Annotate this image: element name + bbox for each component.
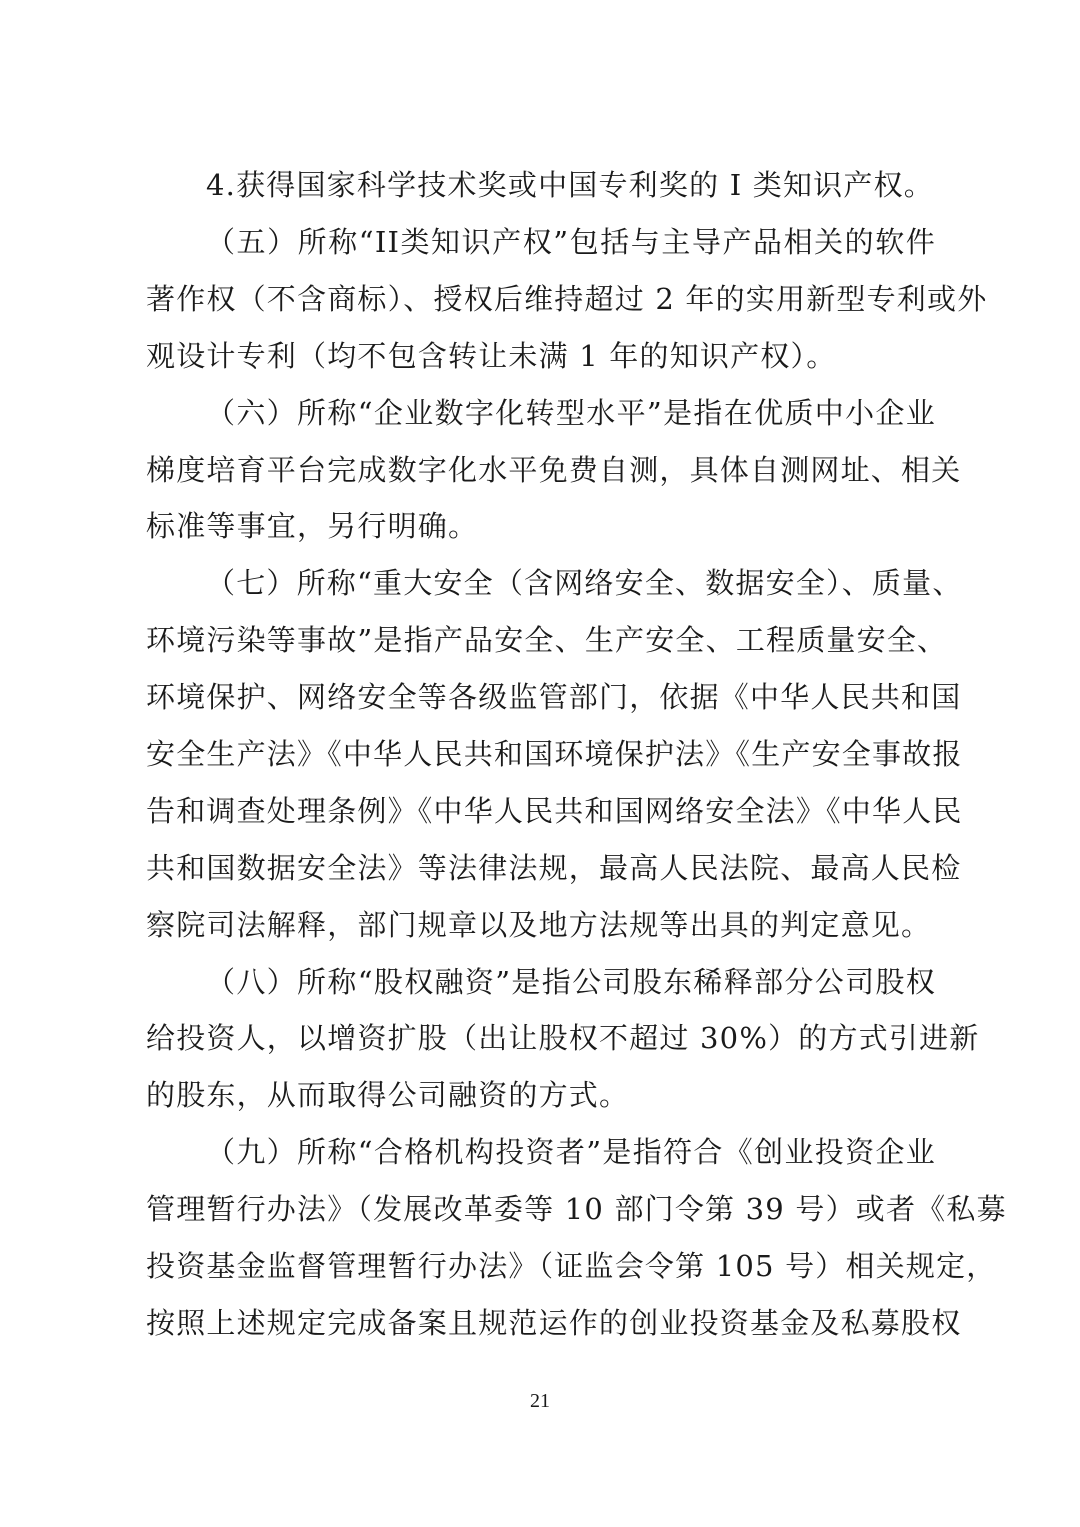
text-line: 观设计专利（均不包含转让未满 1 年的知识产权）。 — [146, 339, 837, 373]
text-line: 的股东，从而取得公司融资的方式。 — [146, 1078, 630, 1112]
text-line: 给投资人，以增资扩股（出让股权不超过 30%）的方式引进新 — [146, 1021, 980, 1055]
text-line: （八）所称“股权融资”是指公司股东稀释部分公司股权 — [206, 965, 936, 999]
text-line: （五）所称“II类知识产权”包括与主导产品相关的软件 — [206, 225, 936, 259]
text-line: 环境保护、网络安全等各级监管部门，依据《中华人民共和国 — [146, 680, 962, 714]
text-line: 管理暂行办法》（发展改革委等 10 部门令第 39 号）或者《私募 — [146, 1192, 1007, 1226]
text-line: 察院司法解释，部门规章以及地方法规等出具的判定意见。 — [146, 908, 932, 942]
text-line: 告和调查处理条例》《中华人民共和国网络安全法》《中华人民 — [146, 794, 963, 828]
text-line: 4.获得国家科学技术奖或中国专利奖的 I 类知识产权。 — [206, 168, 934, 202]
text-line: 环境污染等事故”是指产品安全、生产安全、工程质量安全、 — [146, 623, 948, 657]
text-line: 按照上述规定完成备案且规范运作的创业投资基金及私募股权 — [146, 1306, 962, 1340]
page-number: 21 — [530, 1390, 550, 1412]
text-line: 标准等事宜，另行明确。 — [146, 509, 479, 543]
text-line: （七）所称“重大安全（含网络安全、数据安全）、质量、 — [206, 566, 963, 600]
text-line: （九）所称“合格机构投资者”是指符合《创业投资企业 — [206, 1135, 936, 1169]
text-line: 梯度培育平台完成数字化水平免费自测，具体自测网址、相关 — [146, 453, 962, 487]
text-line: （六）所称“企业数字化转型水平”是指在优质中小企业 — [206, 396, 936, 430]
text-line: 投资基金监督管理暂行办法》（证监会令第 105 号）相关规定， — [146, 1249, 997, 1283]
text-line: 著作权（不含商标）、授权后维持超过 2 年的实用新型专利或外 — [146, 282, 988, 316]
text-line: 共和国数据安全法》等法律法规，最高人民法院、最高人民检 — [146, 851, 962, 885]
text-line: 安全生产法》《中华人民共和国环境保护法》《生产安全事故报 — [146, 737, 963, 771]
